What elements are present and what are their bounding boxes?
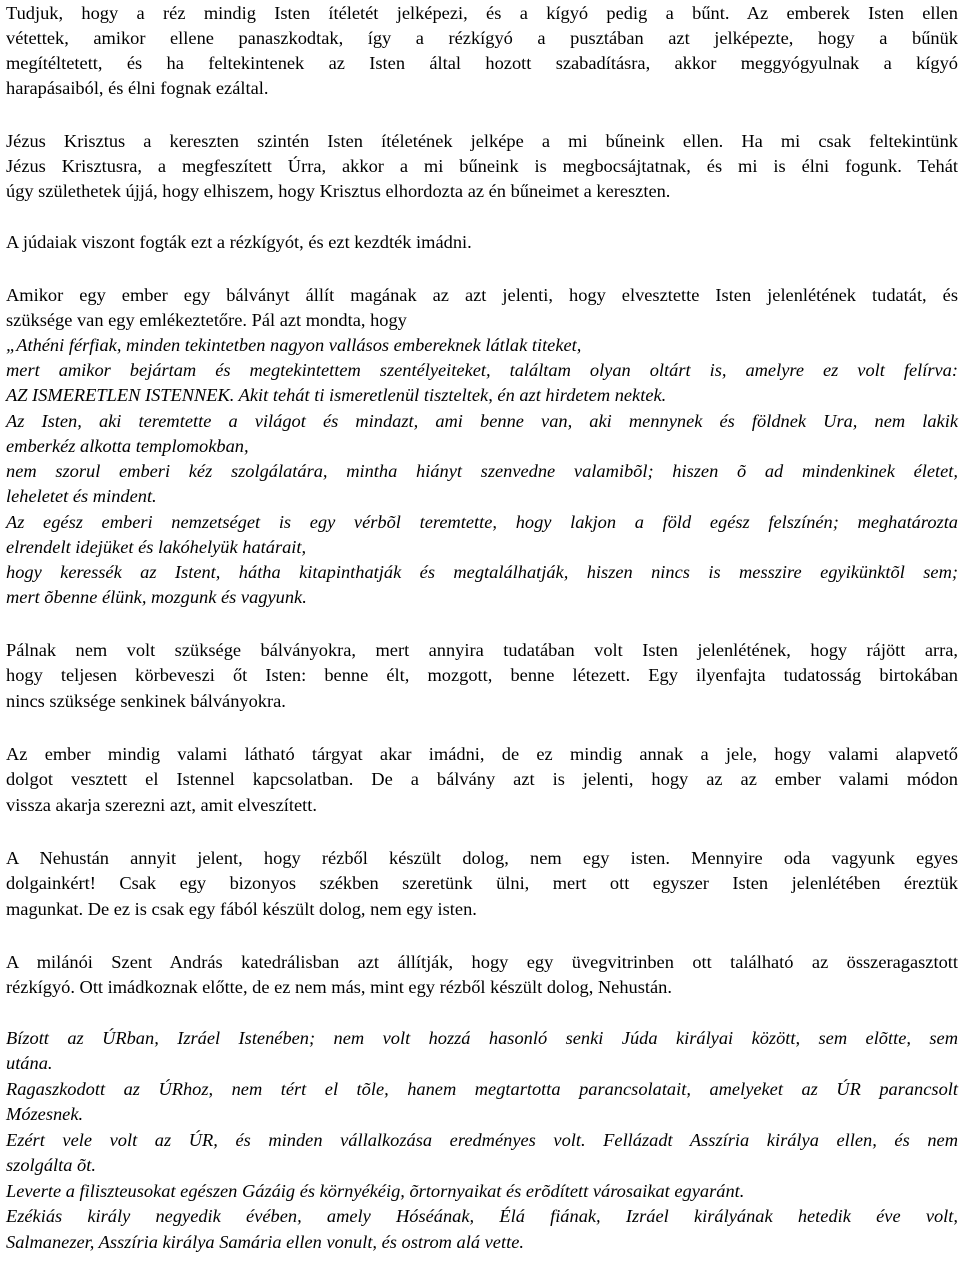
text-line: hogy keressék az Istent, hátha kitapinthatják és megtalálhatják, hiszen nincs is messzire egyikünktõl sem; [6,562,958,582]
text-line: A milánói Szent András katedrálisban azt állítják, hogy egy üvegvitrinben ott található az összeragasztott [6,952,958,972]
text-line: Az egész emberi nemzetséget is egy vérbõl teremtette, hogy lakjon a föld egész felszínén; meghatározta [6,512,958,532]
text-line: vétettek, amikor ellene panaszkodtak, így a rézkígyó a pusztában azt jelképezte, hogy a bűnük [6,28,958,48]
text-line: mert amikor bejártam és megtekintettem szentélyeiteket, találtam olyan oltárt is, amelyre ez volt felírva: [6,360,958,380]
text-line: Pálnak nem volt szüksége bálványokra, mert annyira tudatában volt Isten jelenlétének, hogy rájött arra, [6,640,958,660]
text-line: Ezért vele volt az ÚR, és minden vállalkozása eredményes volt. Fellázadt Asszíria királya ellen, és nem [6,1130,958,1150]
text-line: Tudjuk, hogy a réz mindig Isten ítéletét jelképezi, és a kígyó pedig a bűnt. Az emberek Isten ellen [6,3,958,23]
text-line: „Athéni férfiak, minden tekintetben nagyon vallásos embereknek látlak titeket, [6,335,582,355]
text-line: dolgainkért! Csak egy bizonyos székben szeretünk ülni, mert ott egyszer Isten jelenlétében éreztük [6,873,958,893]
text-line: rézkígyó. Ott imádkoznak előtte, de ez nem más, mint egy rézből készült dolog, Nehustán. [6,977,672,997]
text-line: hogy teljesen körbeveszi őt Isten: benne élt, mozgott, benne létezett. Egy ilyenfajta tudatosság birtokában [6,665,958,685]
text-line: A júdaiak viszont fogták ezt a rézkígyót, és ezt kezdték imádni. [6,232,472,252]
text-line: Leverte a filiszteusokat egészen Gázáig és környékéig, õrtornyaikat és erõdített városaikat egyaránt. [6,1181,745,1201]
text-line: Mózesnek. [6,1104,84,1124]
text-line: úgy születhetek újjá, hogy elhiszem, hogy Krisztus elhordozta az én bűneimet a kereszten. [6,181,671,201]
text-line: nem szorul emberi kéz szolgálatára, mintha hiányt szenvedne valamibõl; hiszen õ ad mindenkinek életet, [6,461,958,481]
text-line: utána. [6,1053,53,1073]
text-line: dolgot vesztett el Istennel kapcsolatban. De a bálvány azt is jelenti, hogy az az ember valami módon [6,769,958,789]
text-line: Amikor egy ember egy bálványt állít magának az azt jelenti, hogy elvesztette Isten jelenlétének tudatát, és [6,285,958,305]
text-line: Jézus Krisztus a kereszten szintén Isten ítéletének jelképe a mi bűneink ellen. Ha mi csak feltekintünk [6,131,958,151]
text-line: Ezékiás király negyedik évében, amely Hóséának, Élá fiának, Izráel királyának hetedik éve volt, [6,1206,958,1226]
text-line: leheletet és mindent. [6,486,157,506]
text-line: Salmanezer, Asszíria királya Samária ellen vonult, és ostrom alá vette. [6,1232,524,1252]
text-line: nincs szüksége senkinek bálványokra. [6,691,286,711]
text-line: A Nehustán annyit jelent, hogy rézből készült dolog, nem egy isten. Mennyire oda vagyunk egyes [6,848,958,868]
text-line: emberkéz alkotta templomokban, [6,436,249,456]
text-line: megítéltetett, és ha feltekintenek az Isten által hozott szabadításra, akkor meggyógyulnak a kígyó [6,53,958,73]
text-line: harapásaiból, és élni fognak ezáltal. [6,78,269,98]
text-line: Az Isten, aki teremtette a világot és mindazt, ami benne van, aki mennynek és földnek Ura, nem lakik [6,411,958,431]
text-line: elrendelt idejüket és lakóhelyük határait, [6,537,307,557]
text-line: vissza akarja szerezni azt, amit elveszített. [6,795,317,815]
text-line: Bízott az ÚRban, Izráel Istenében; nem volt hozzá hasonló senki Júda királyai között, sem elõtte, sem [6,1028,958,1048]
text-line: magunkat. De ez is csak egy fából készült dolog, nem egy isten. [6,899,477,919]
text-line: Az ember mindig valami látható tárgyat akar imádni, de ez mindig annak a jele, hogy valami alapvető [6,744,958,764]
text-line: mert õbenne élünk, mozgunk és vagyunk. [6,587,307,607]
text-line: szolgálta õt. [6,1155,96,1175]
text-line: szüksége van egy emlékeztetőre. Pál azt mondta, hogy [6,310,407,330]
text-line: Jézus Krisztusra, a megfeszített Úrra, akkor a mi bűneink is megbocsájtatnak, és mi is élni fogunk. Tehát [6,156,958,176]
text-line: AZ ISMERETLEN ISTENNEK. Akit tehát ti ismeretlenül tiszteltek, én azt hirdetem nektek. [6,385,667,405]
text-line: Ragaszkodott az ÚRhoz, nem tért el tõle, hanem megtartotta parancsolatait, amelyeket az ÚR parancsolt [6,1079,958,1099]
